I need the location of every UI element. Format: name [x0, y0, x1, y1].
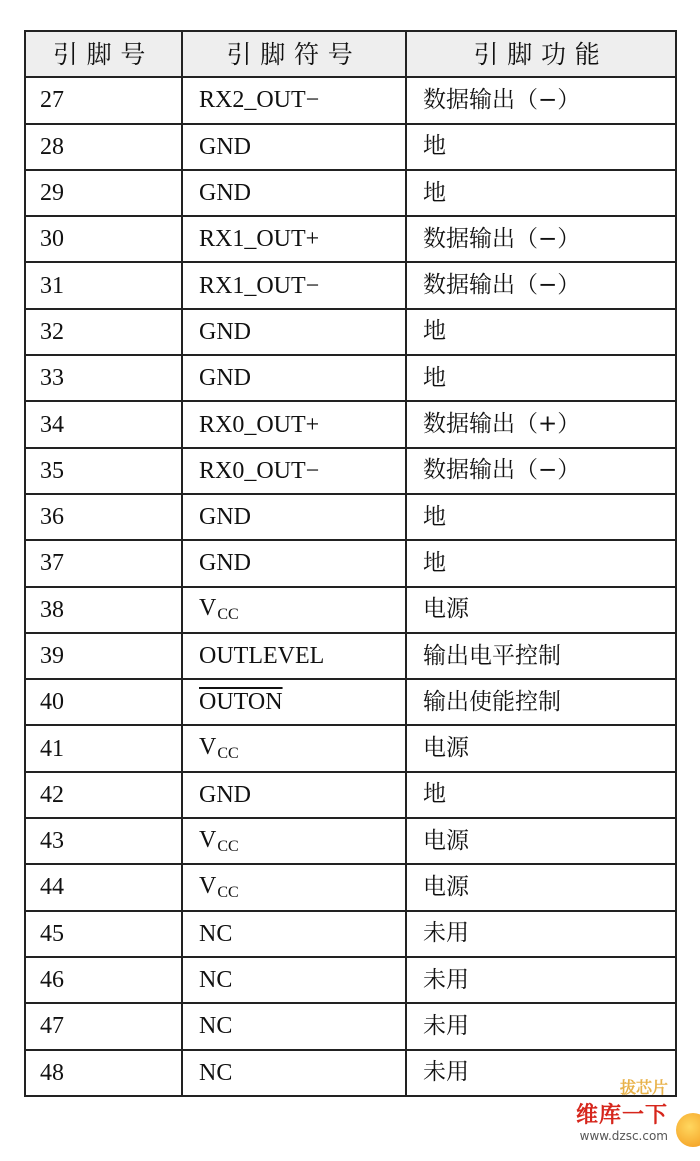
pin-symbol-cell — [182, 587, 406, 633]
pin-symbol-text: V — [199, 734, 217, 761]
pin-number-cell: 38 — [25, 587, 182, 633]
pin-symbol-cell — [182, 448, 406, 494]
table-row — [25, 587, 676, 633]
pin-function-cell: 数据输出（−） — [406, 77, 676, 123]
pin-function-cell: 数据输出（−） — [406, 448, 676, 494]
pin-function-cell: 地 — [406, 494, 676, 540]
pin-number-cell: 32 — [25, 309, 182, 355]
pin-symbol-text: V — [199, 826, 217, 853]
pin-function-cell: 地 — [406, 170, 676, 216]
pin-number-cell: 33 — [25, 355, 182, 401]
table-row — [25, 77, 676, 123]
pin-number-cell: 36 — [25, 494, 182, 540]
pin-function-cell: 输出电平控制 — [406, 633, 676, 679]
table-row — [25, 216, 676, 262]
pin-symbol-cell — [182, 818, 406, 864]
table-row — [25, 818, 676, 864]
table-row — [25, 494, 676, 540]
pin-symbol-subscript: CC — [217, 745, 239, 763]
pin-number-cell: 37 — [25, 540, 182, 586]
table-row — [25, 772, 676, 818]
pin-number-cell: 47 — [25, 1003, 182, 1049]
pin-symbol-cell — [182, 957, 406, 1003]
pin-symbol-text: NC — [199, 920, 233, 947]
pin-symbol-cell — [182, 355, 406, 401]
table-row — [25, 448, 676, 494]
pin-symbol-cell — [182, 911, 406, 957]
pin-symbol-cell — [182, 679, 406, 725]
watermark-top-text: 拔芯片 — [619, 1078, 668, 1097]
pin-function-cell: 电源 — [406, 864, 676, 910]
pin-symbol-text: V — [199, 595, 217, 622]
pin-function-cell: 电源 — [406, 587, 676, 633]
pin-number-cell: 27 — [25, 77, 182, 123]
table-row — [25, 725, 676, 771]
header-pin-number: 引脚号 — [25, 31, 182, 77]
pin-symbol-text: GND — [199, 133, 251, 160]
pin-function-cell: 未用 — [406, 957, 676, 1003]
table-row — [25, 679, 676, 725]
pin-function-cell: 未用 — [406, 1003, 676, 1049]
pin-number-cell: 30 — [25, 216, 182, 262]
pin-symbol-cell — [182, 77, 406, 123]
pin-symbol-cell — [182, 1050, 406, 1096]
table-row — [25, 864, 676, 910]
pin-symbol-text: RX0_OUT− — [199, 457, 320, 484]
pin-symbol-text: NC — [199, 967, 233, 994]
pin-symbol-cell — [182, 864, 406, 910]
table-row — [25, 355, 676, 401]
pin-symbol-cell — [182, 494, 406, 540]
pin-symbol-text: GND — [199, 781, 251, 808]
pin-symbol-cell — [182, 1003, 406, 1049]
pin-number-cell: 31 — [25, 262, 182, 308]
table-row — [25, 262, 676, 308]
table-row — [25, 911, 676, 957]
pin-symbol-text: RX0_OUT+ — [199, 411, 320, 438]
pin-symbol-cell — [182, 170, 406, 216]
pin-symbol-text: GND — [199, 504, 251, 531]
pin-table — [24, 30, 677, 1097]
pin-number-cell: 45 — [25, 911, 182, 957]
pin-number-cell: 43 — [25, 818, 182, 864]
header-pin-function: 引脚功能 — [406, 31, 676, 77]
table-row — [25, 124, 676, 170]
pin-number-cell: 41 — [25, 725, 182, 771]
table-row — [25, 1003, 676, 1049]
table-header-row — [25, 31, 676, 77]
pin-function-cell: 数据输出（−） — [406, 216, 676, 262]
table-row — [25, 540, 676, 586]
pin-symbol-cell — [182, 540, 406, 586]
pin-symbol-text: RX1_OUT− — [199, 272, 320, 299]
pin-symbol-text: NC — [199, 1059, 233, 1086]
pin-function-cell: 地 — [406, 772, 676, 818]
mascot-logo-icon — [676, 1113, 700, 1147]
pin-symbol-text: RX2_OUT− — [199, 87, 320, 114]
pin-function-cell: 电源 — [406, 725, 676, 771]
pin-number-cell: 35 — [25, 448, 182, 494]
pin-function-cell: 数据输出（+） — [406, 401, 676, 447]
pin-function-cell: 电源 — [406, 818, 676, 864]
pin-number-cell: 39 — [25, 633, 182, 679]
pin-symbol-text: V — [199, 872, 217, 899]
table-body — [25, 77, 676, 1096]
header-pin-symbol: 引脚符号 — [182, 31, 406, 77]
table-row — [25, 401, 676, 447]
pin-function-cell: 地 — [406, 355, 676, 401]
pin-function-cell: 未用 — [406, 1050, 676, 1096]
watermark-main-text: 维库一下 — [575, 1103, 668, 1128]
pin-symbol-subscript: CC — [217, 837, 239, 855]
watermark-url: www.dzsc.com — [579, 1129, 668, 1143]
pin-symbol-cell — [182, 309, 406, 355]
pin-symbol-text: GND — [199, 180, 251, 207]
pin-symbol-cell — [182, 124, 406, 170]
pin-symbol-cell — [182, 772, 406, 818]
pin-symbol-subscript: CC — [217, 606, 239, 624]
pin-symbol-cell — [182, 401, 406, 447]
pin-number-cell: 46 — [25, 957, 182, 1003]
pin-number-cell: 29 — [25, 170, 182, 216]
pin-function-cell: 输出使能控制 — [406, 679, 676, 725]
pin-number-cell: 34 — [25, 401, 182, 447]
pin-symbol-cell — [182, 633, 406, 679]
pin-number-cell: 44 — [25, 864, 182, 910]
pin-symbol-text: GND — [199, 365, 251, 392]
table-row — [25, 170, 676, 216]
table-row — [25, 633, 676, 679]
pin-function-cell: 地 — [406, 309, 676, 355]
pin-function-cell: 数据输出（−） — [406, 262, 676, 308]
pin-function-cell: 地 — [406, 124, 676, 170]
pin-symbol-cell — [182, 262, 406, 308]
table-row — [25, 309, 676, 355]
pin-number-cell: 42 — [25, 772, 182, 818]
pin-number-cell: 28 — [25, 124, 182, 170]
pin-symbol-text: OUTLEVEL — [199, 643, 325, 669]
pin-symbol-subscript: CC — [217, 883, 239, 901]
pin-symbol-text: RX1_OUT+ — [199, 226, 320, 253]
table-row — [25, 957, 676, 1003]
pin-symbol-text: NC — [199, 1013, 233, 1040]
pin-function-cell: 地 — [406, 540, 676, 586]
pin-symbol-text: OUTON — [199, 689, 283, 716]
pin-symbol-text: GND — [199, 550, 251, 577]
pin-number-cell: 40 — [25, 679, 182, 725]
pin-table-container — [24, 30, 675, 1097]
watermark — [576, 1075, 668, 1143]
pin-symbol-cell — [182, 725, 406, 771]
pin-function-cell: 未用 — [406, 911, 676, 957]
pin-symbol-cell — [182, 216, 406, 262]
pin-number-cell: 48 — [25, 1050, 182, 1096]
pin-symbol-text: GND — [199, 318, 251, 345]
